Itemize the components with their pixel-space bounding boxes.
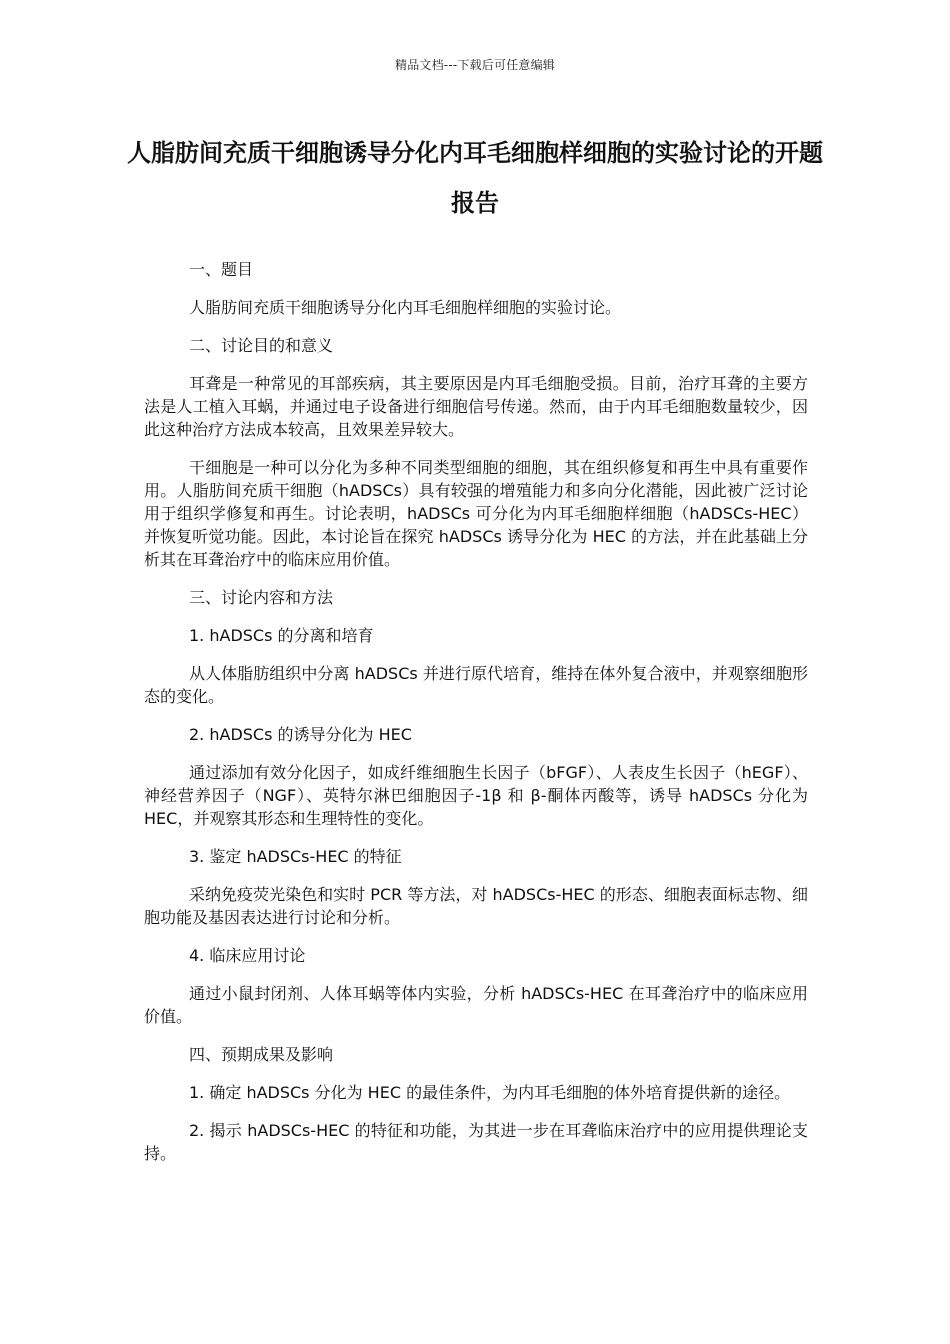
method-1-text: 从人体脂肪组织中分离 hADSCs 并进行原代培育，维持在体外复合液中，并观察细胞形态的变化。 [144,664,808,706]
document-body [144,258,808,1180]
method-3-heading: 3. 鉴定 hADSCs-HEC 的特征 [189,847,402,866]
outcome-2-text: 2. 揭示 hADSCs-HEC 的特征和功能，为其进一步在耳聋临床治疗中的应用提供理论支持。 [144,1121,808,1163]
method-2-text: 通过添加有效分化因子，如成纤维细胞生长因子（bFGF）、人表皮生长因子（hEGF）、神经营养因子（NGF）、英特尔淋巴细胞因子-1β 和 β-酮体丙酸等，诱导 hADSCs 分化为 HEC，并观察其形态和生理特性的变化。 [144,763,808,828]
method-4-heading: 4. 临床应用讨论 [189,946,306,965]
method-4-text: 通过小鼠封闭剂、人体耳蜗等体内实验，分析 hADSCs-HEC 在耳聋治疗中的临床应用价值。 [144,984,808,1026]
heading-purpose: 二、讨论目的和意义 [189,336,334,355]
topic-text: 人脂肪间充质干细胞诱导分化内耳毛细胞样细胞的实验讨论。 [189,298,622,317]
purpose-paragraph-1: 耳聋是一种常见的耳部疾病，其主要原因是内耳毛细胞受损。目前，治疗耳聋的主要方法是人工植入耳蜗，并通过电子设备进行细胞信号传递。然而，由于内耳毛细胞数量较少，因此这种治疗方法成本较高，且效果差异较大。 [144,374,808,439]
outcome-1-text: 1. 确定 hADSCs 分化为 HEC 的最佳条件，为内耳毛细胞的体外培育提供新的途径。 [189,1083,791,1102]
method-2-heading: 2. hADSCs 的诱导分化为 HEC [189,725,412,744]
method-1-heading: 1. hADSCs 的分离和培育 [189,626,374,645]
heading-topic: 一、题目 [189,260,254,279]
heading-outcomes: 四、预期成果及影响 [189,1045,334,1064]
purpose-paragraph-2: 干细胞是一种可以分化为多种不同类型细胞的细胞，其在组织修复和再生中具有重要作用。人脂肪间充质干细胞（hADSCs）具有较强的增殖能力和多向分化潜能，因此被广泛讨论用于组织学修复和再生。讨论表明，hADSCs 可分化为内耳毛细胞样细胞（hADSCs-HEC）并恢复听觉功能。因此，本讨论旨在探究 hADSCs 诱导分化为 HEC 的方法，并在此基础上分析其在耳聋治疗中的临床应用价值。 [144,458,808,569]
heading-methods: 三、讨论内容和方法 [189,588,334,607]
page-header: 精品文档---下载后可任意编辑 [395,58,555,72]
method-3-text: 采纳免疫荧光染色和实时 PCR 等方法，对 hADSCs-HEC 的形态、细胞表面标志物、细胞功能及基因表达进行讨论和分析。 [144,885,808,927]
document-title: 人脂肪间充质干细胞诱导分化内耳毛细胞样细胞的实验讨论的开题报告 [127,139,823,217]
